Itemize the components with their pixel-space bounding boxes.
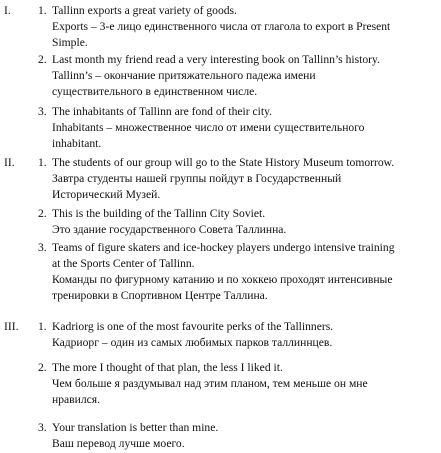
item-line: Ваш перевод лучше моего. (52, 437, 185, 450)
item-line: Kadriorg is one of the most favourite perks of the Tallinners. (52, 320, 334, 333)
section-numeral: III. (4, 320, 19, 333)
item-line: Simple. (52, 36, 88, 49)
item-line: The more I thought of that plan, the less I liked it. (52, 361, 283, 374)
item-line: тренировки в Спортивном Центре Таллина. (52, 289, 268, 302)
item-line: The students of our group will go to the State History Museum tomorrow. (52, 156, 395, 169)
item-line: This is the building of the Tallinn City Soviet. (52, 207, 266, 220)
item-line: Exports – 3-е лицо единственного числа от глагола to export в Present (52, 20, 391, 33)
list-item (52, 155, 438, 203)
list-item (52, 206, 438, 238)
item-line: Inhabitants – множественное число от имени существительного (52, 121, 365, 134)
section-numeral: II. (4, 156, 15, 169)
item-number: 3. (38, 241, 47, 254)
list-item (52, 104, 438, 152)
item-line: нравился. (52, 393, 100, 406)
list-item (52, 3, 438, 51)
item-line: Это здание государственного Совета Таллинна. (52, 223, 287, 236)
item-line: Кадриорг – один из самых любимых парков таллиннцев. (52, 336, 333, 349)
item-number: 2. (38, 53, 47, 66)
item-number: 2. (38, 361, 47, 374)
section-numeral: I. (4, 4, 11, 17)
item-line: существительного в единственном числе. (52, 85, 258, 98)
item-line: Tallinn exports a great variety of goods. (52, 4, 237, 17)
item-line: inhabitant. (52, 137, 102, 150)
item-number: 1. (38, 320, 47, 333)
item-line: at the Sports Center of Tallinn. (52, 257, 195, 270)
item-line: Your translation is better than mine. (52, 421, 219, 434)
list-item (52, 420, 438, 452)
item-number: 3. (38, 105, 47, 118)
item-number: 3. (38, 421, 47, 434)
list-item (52, 319, 438, 351)
item-number: 1. (38, 4, 47, 17)
list-item (52, 240, 438, 304)
item-number: 1. (38, 156, 47, 169)
item-line: Tallinn’s – окончание притяжательного падежа имени (52, 69, 316, 82)
list-item (52, 52, 438, 100)
item-line: Teams of figure skaters and ice-hockey players undergo intensive training (52, 241, 395, 254)
item-line: Завтра студенты нашей группы пойдут в Государственный (52, 172, 342, 185)
list-item (52, 360, 438, 408)
item-line: Last month my friend read a very interesting book on Tallinn’s history. (52, 53, 380, 66)
item-line: Чем больше я раздумывал над этим планом, тем меньше он мне (52, 377, 368, 390)
item-number: 2. (38, 207, 47, 220)
item-line: Исторический Музей. (52, 188, 161, 201)
item-line: The inhabitants of Tallinn are fond of their city. (52, 105, 273, 118)
item-line: Команды по фигурному катанию и по хоккею проходят интенсивные (52, 273, 393, 286)
